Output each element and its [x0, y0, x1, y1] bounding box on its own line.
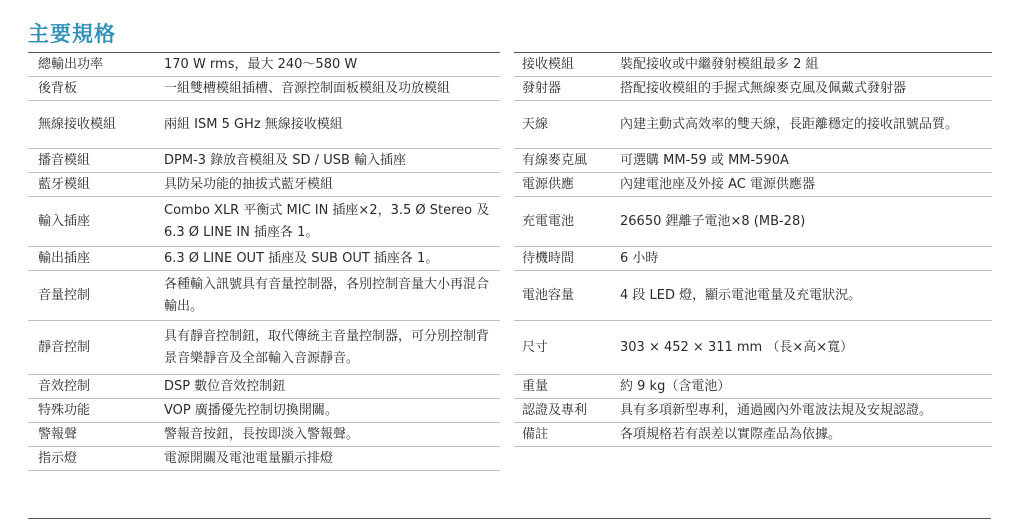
spec-row [28, 321, 500, 375]
spec-value: 內建主動式高效率的雙天線，長距離穩定的接收訊號品質。 [620, 101, 992, 149]
spec-label: 輸出插座 [28, 247, 164, 271]
spec-row [514, 375, 992, 399]
spec-row [28, 399, 500, 423]
spec-value: Combo XLR 平衡式 MIC IN 插座×2，3.5 Ø Stereo 及 6.3 Ø LINE IN 插座各 1。 [164, 197, 500, 247]
spec-label: 天線 [514, 101, 620, 149]
spec-label: 輸入插座 [28, 197, 164, 247]
spec-value: 4 段 LED 燈，顯示電池電量及充電狀況。 [620, 271, 992, 321]
spec-label: 後背板 [28, 77, 164, 101]
spec-value: DPM-3 錄放音模組及 SD / USB 輸入插座 [164, 149, 500, 173]
bottom-divider [28, 518, 991, 519]
page-title: 主要規格 [28, 22, 116, 46]
spec-value: 26650 鋰離子電池×8 (MB-28) [620, 197, 992, 247]
spec-label: 音效控制 [28, 375, 164, 399]
spec-value: 可選購 MM-59 或 MM-590A [620, 149, 992, 173]
spec-label: 重量 [514, 375, 620, 399]
spec-row [514, 399, 992, 423]
spec-value: 170 W rms，最大 240～580 W [164, 53, 500, 77]
spec-value: 警報音按鈕，長按即淡入警報聲。 [164, 423, 500, 447]
spec-value: 內建電池座及外接 AC 電源供應器 [620, 173, 992, 197]
spec-value: 各種輸入訊號具有音量控制器，各別控制音量大小再混合輸出。 [164, 271, 500, 321]
spec-row [28, 375, 500, 399]
spec-row [514, 247, 992, 271]
spec-row [28, 53, 500, 77]
spec-label: 無線接收模組 [28, 101, 164, 149]
spec-label: 電池容量 [514, 271, 620, 321]
spec-label: 待機時間 [514, 247, 620, 271]
spec-label: 備註 [514, 423, 620, 447]
spec-value: 6.3 Ø LINE OUT 插座及 SUB OUT 插座各 1。 [164, 247, 500, 271]
spec-table-right [514, 52, 992, 447]
spec-row [514, 197, 992, 247]
spec-label: 尺寸 [514, 321, 620, 375]
spec-label: 特殊功能 [28, 399, 164, 423]
spec-label: 音量控制 [28, 271, 164, 321]
spec-value: 具有多項新型專利，通過國內外電波法規及安規認證。 [620, 399, 992, 423]
spec-value: 具防呆功能的抽拔式藍牙模組 [164, 173, 500, 197]
spec-label: 靜音控制 [28, 321, 164, 375]
spec-row [514, 423, 992, 447]
spec-value: 兩組 ISM 5 GHz 無線接收模組 [164, 101, 500, 149]
spec-value: 約 9 kg（含電池） [620, 375, 992, 399]
spec-value: 裝配接收或中繼發射模組最多 2 組 [620, 53, 992, 77]
spec-row [28, 423, 500, 447]
spec-value: 各項規格若有誤差以實際產品為依據。 [620, 423, 992, 447]
spec-label: 警報聲 [28, 423, 164, 447]
spec-row [514, 149, 992, 173]
spec-label: 電源供應 [514, 173, 620, 197]
spec-value: 電源開關及電池電量顯示排燈 [164, 447, 500, 471]
spec-table-left [28, 52, 500, 471]
spec-row [514, 271, 992, 321]
spec-row [28, 197, 500, 247]
spec-value: 303 × 452 × 311 mm （長×高×寬） [620, 321, 992, 375]
spec-label: 播音模組 [28, 149, 164, 173]
spec-row [28, 447, 500, 471]
spec-row [514, 173, 992, 197]
spec-row [514, 53, 992, 77]
spec-row [28, 77, 500, 101]
spec-value: 搭配接收模組的手握式無線麥克風及佩戴式發射器 [620, 77, 992, 101]
spec-label: 接收模組 [514, 53, 620, 77]
spec-row [28, 101, 500, 149]
spec-value: 具有靜音控制鈕，取代傳統主音量控制器，可分別控制背景音樂靜音及全部輸入音源靜音。 [164, 321, 500, 375]
spec-value: VOP 廣播優先控制切換開關。 [164, 399, 500, 423]
spec-row [28, 271, 500, 321]
spec-label: 指示燈 [28, 447, 164, 471]
spec-row [28, 173, 500, 197]
spec-label: 充電電池 [514, 197, 620, 247]
spec-value: DSP 數位音效控制鈕 [164, 375, 500, 399]
spec-label: 發射器 [514, 77, 620, 101]
spec-label: 藍牙模組 [28, 173, 164, 197]
spec-row [28, 247, 500, 271]
spec-label: 有線麥克風 [514, 149, 620, 173]
spec-value: 一組雙槽模組插槽、音源控制面板模組及功放模組 [164, 77, 500, 101]
spec-value: 6 小時 [620, 247, 992, 271]
spec-label: 總輸出功率 [28, 53, 164, 77]
spec-row [514, 101, 992, 149]
spec-row [28, 149, 500, 173]
spec-row [514, 77, 992, 101]
spec-row [514, 321, 992, 375]
spec-label: 認證及專利 [514, 399, 620, 423]
